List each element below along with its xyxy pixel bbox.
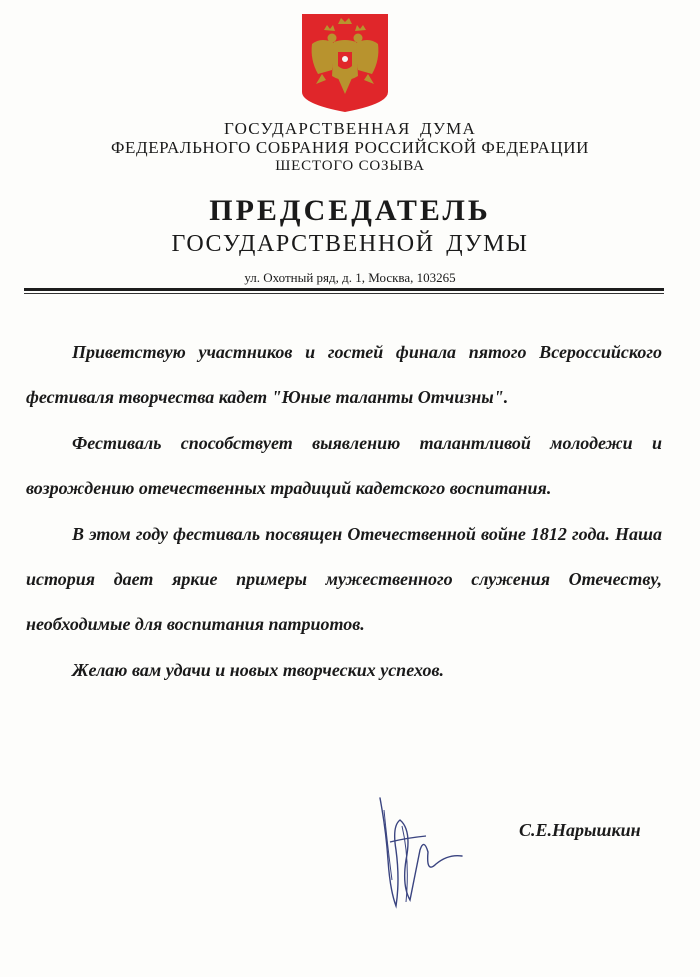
letterhead-subtitle: ГОСУДАРСТВЕННОЙ ДУМЫ: [171, 231, 529, 257]
letterhead-title: ПРЕДСЕДАТЕЛЬ: [209, 194, 491, 227]
paragraph-greeting: Приветствую участников и гостей финала пятого Всероссийского фестиваля творчества кадет "Юные таланты Отчизны".: [26, 342, 662, 408]
letterhead-address: ул. Охотный ряд, д. 1, Москва, 103265: [244, 270, 456, 285]
paragraph-history: В этом году фестиваль посвящен Отечественной войне 1812 года. Наша история дает яркие примеры мужественного служения Отечеству, необходимые для воспитания патриотов.: [26, 523, 662, 635]
header-line-duma: ГОСУДАРСТВЕННАЯ ДУМА: [224, 119, 476, 138]
signer-name: С.Е.Нарышкин: [519, 820, 641, 840]
paragraph-wishes: Желаю вам удачи и новых творческих успехов.: [72, 659, 445, 680]
header-divider-thick: [24, 288, 664, 291]
russian-coat-of-arms-icon: [302, 14, 388, 112]
paragraph-festival: Фестиваль способствует выявлению талантливой молодежи и возрождению отечественных традиций кадетского воспитания.: [26, 432, 662, 499]
handwritten-signature: [366, 790, 506, 920]
header-divider-thin: [24, 293, 664, 294]
header-line-convocation: ШЕСТОГО СОЗЫВА: [275, 158, 425, 174]
letter-body: [26, 330, 662, 693]
header-line-federal-assembly: ФЕДЕРАЛЬНОГО СОБРАНИЯ РОССИЙСКОЙ ФЕДЕРАЦИИ: [110, 138, 590, 157]
